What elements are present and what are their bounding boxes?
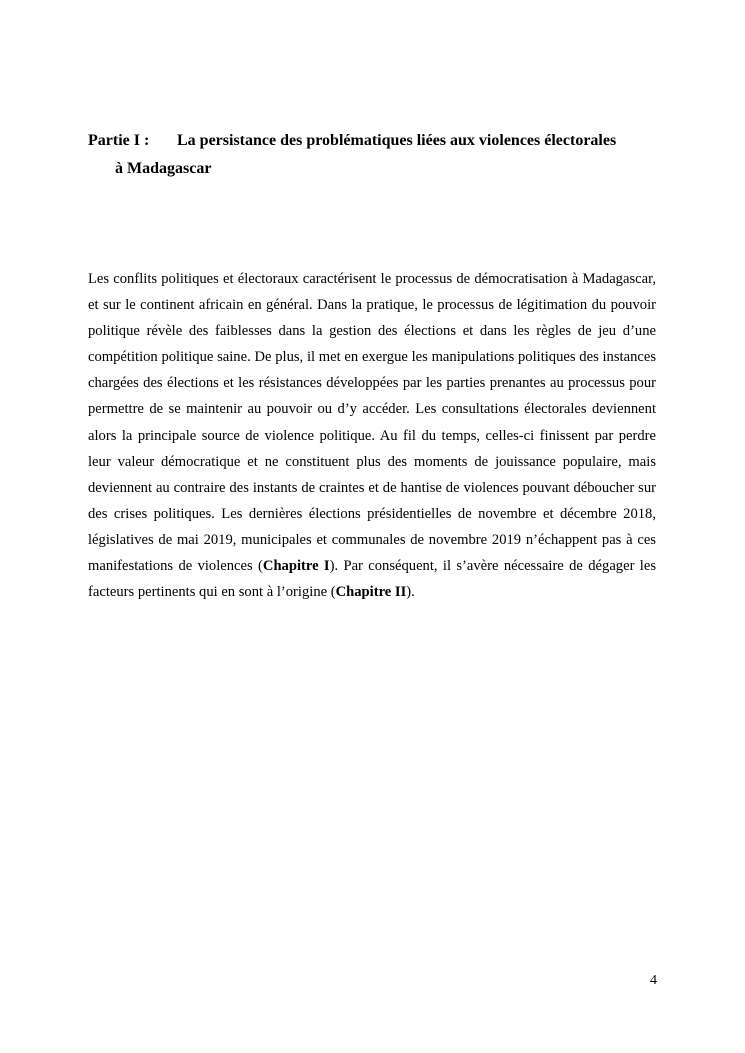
- page-number: 4: [650, 973, 657, 988]
- part-heading: [88, 127, 658, 183]
- intro-paragraph: [88, 266, 656, 605]
- chapter1-reference: Chapitre I: [262, 558, 330, 575]
- paragraph-text-main: Les conflits politiques et électoraux caractérisent le processus de démocratisation à Madagascar, et sur le continent africain en général. Dans la pratique, le processus de légitimation du pouvoir politique révèle des faiblesses dans la gestion des élections et dans les règles de jeu d’une compétition politique saine. De plus, il met en exergue les manipulations politiques des instances chargées des élections et les résistances développées par les parties prenantes au processus pour permettre de se maintenir au pouvoir ou d’y accéder. Les consultations électorales deviennent alors la principale source de violence politique. Au fil du temps, celles-ci finissent par perdre leur valeur démocratique et ne constituent plus des moments de jouissance populaire, mais deviennent au contraire des instants de craintes et de hantise de violences pouvant déboucher sur des crises politiques. Les dernières élections présidentielles de novembre et décembre 2018, législatives de mai 2019, municipales et communales de novembre 2019 n’échappent pas à ces manifestations de violences (: [88, 271, 656, 575]
- part-heading-row: [88, 127, 658, 155]
- paragraph-text-middle: ). Par conséquent, il s’avère nécessaire de dégager les facteurs pertinents qui en sont à l’origine (: [88, 558, 656, 601]
- part-title-line2: à Madagascar: [115, 160, 212, 177]
- part-label: Partie I :: [88, 132, 150, 149]
- part-title-line1: La persistance des problématiques liées aux violences électorales: [177, 132, 617, 149]
- chapter2-reference: Chapitre II: [335, 584, 407, 601]
- paragraph-text-end: ).: [406, 584, 415, 601]
